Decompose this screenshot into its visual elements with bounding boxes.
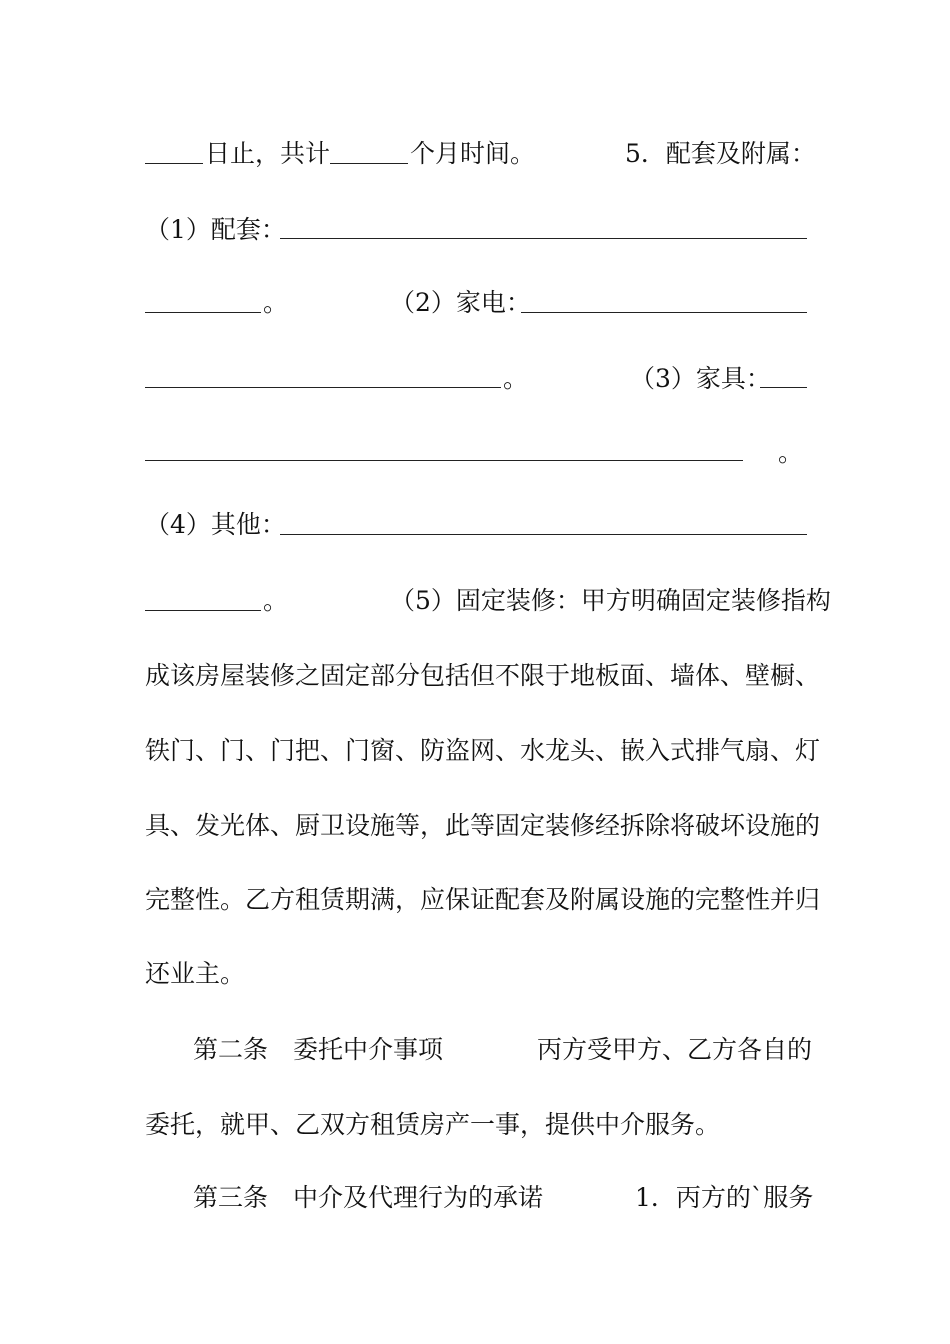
- article-2-text: 丙方受甲方、乙方各自的: [537, 1035, 813, 1064]
- body-line: 铁门、门、门把、门窗、防盗网、水龙头、嵌入式排气扇、灯: [145, 736, 821, 765]
- furniture-label: （3）家具：: [630, 364, 771, 393]
- section-5-heading: 5．配套及附属：: [625, 139, 816, 168]
- fittings-end-mark: 。: [263, 288, 289, 317]
- appliances-end-mark: 。: [503, 364, 529, 393]
- blank-appliances: [521, 312, 807, 313]
- blank-furniture-cont: [145, 460, 743, 461]
- others-label: （4）其他：: [145, 510, 286, 539]
- blank-end-date: [145, 163, 203, 164]
- fittings-label: （1）配套：: [145, 215, 286, 244]
- blank-others-cont: [145, 610, 261, 611]
- article-3-line: [145, 1178, 814, 1218]
- furniture-end-mark: 。: [778, 438, 804, 467]
- blank-fittings: [280, 238, 807, 239]
- blank-furniture: [760, 387, 807, 388]
- line-others: [145, 505, 807, 545]
- article-3-text: 1．丙方的`服务: [635, 1183, 814, 1212]
- blank-fittings-cont: [145, 312, 261, 313]
- line-furniture-cont: [145, 433, 807, 473]
- lease-term-text-1: 日止，共计: [205, 139, 331, 168]
- body-line: 完整性。乙方租赁期满，应保证配套及附属设施的完整性并归: [145, 885, 821, 914]
- appliances-label: （2）家电：: [390, 288, 531, 317]
- line-fixed-decoration: [145, 581, 831, 621]
- line-lease-term: [145, 134, 816, 174]
- body-line: 还业主。: [145, 959, 246, 988]
- line-fittings: [145, 210, 807, 250]
- body-line: 委托，就甲、乙双方租赁房产一事，提供中介服务。: [145, 1110, 721, 1139]
- article-2-line: [145, 1030, 813, 1070]
- lease-term-text-2: 个月时间。: [410, 139, 536, 168]
- line-appliances: [145, 283, 807, 323]
- others-end-mark: 。: [263, 586, 289, 615]
- line-furniture: [145, 359, 807, 399]
- article-2-heading: 第二条 委托中介事项: [193, 1035, 444, 1064]
- blank-others: [280, 534, 807, 535]
- fixed-decoration-text: （5）固定装修：甲方明确固定装修指构: [390, 586, 831, 615]
- body-line: 具、发光体、厨卫设施等，此等固定装修经拆除将破坏设施的: [145, 811, 821, 840]
- article-3-heading: 第三条 中介及代理行为的承诺: [193, 1183, 544, 1212]
- blank-month-count: [330, 163, 408, 164]
- body-line: 成该房屋装修之固定部分包括但不限于地板面、墙体、壁橱、: [145, 661, 821, 690]
- blank-appliances-cont: [145, 387, 501, 388]
